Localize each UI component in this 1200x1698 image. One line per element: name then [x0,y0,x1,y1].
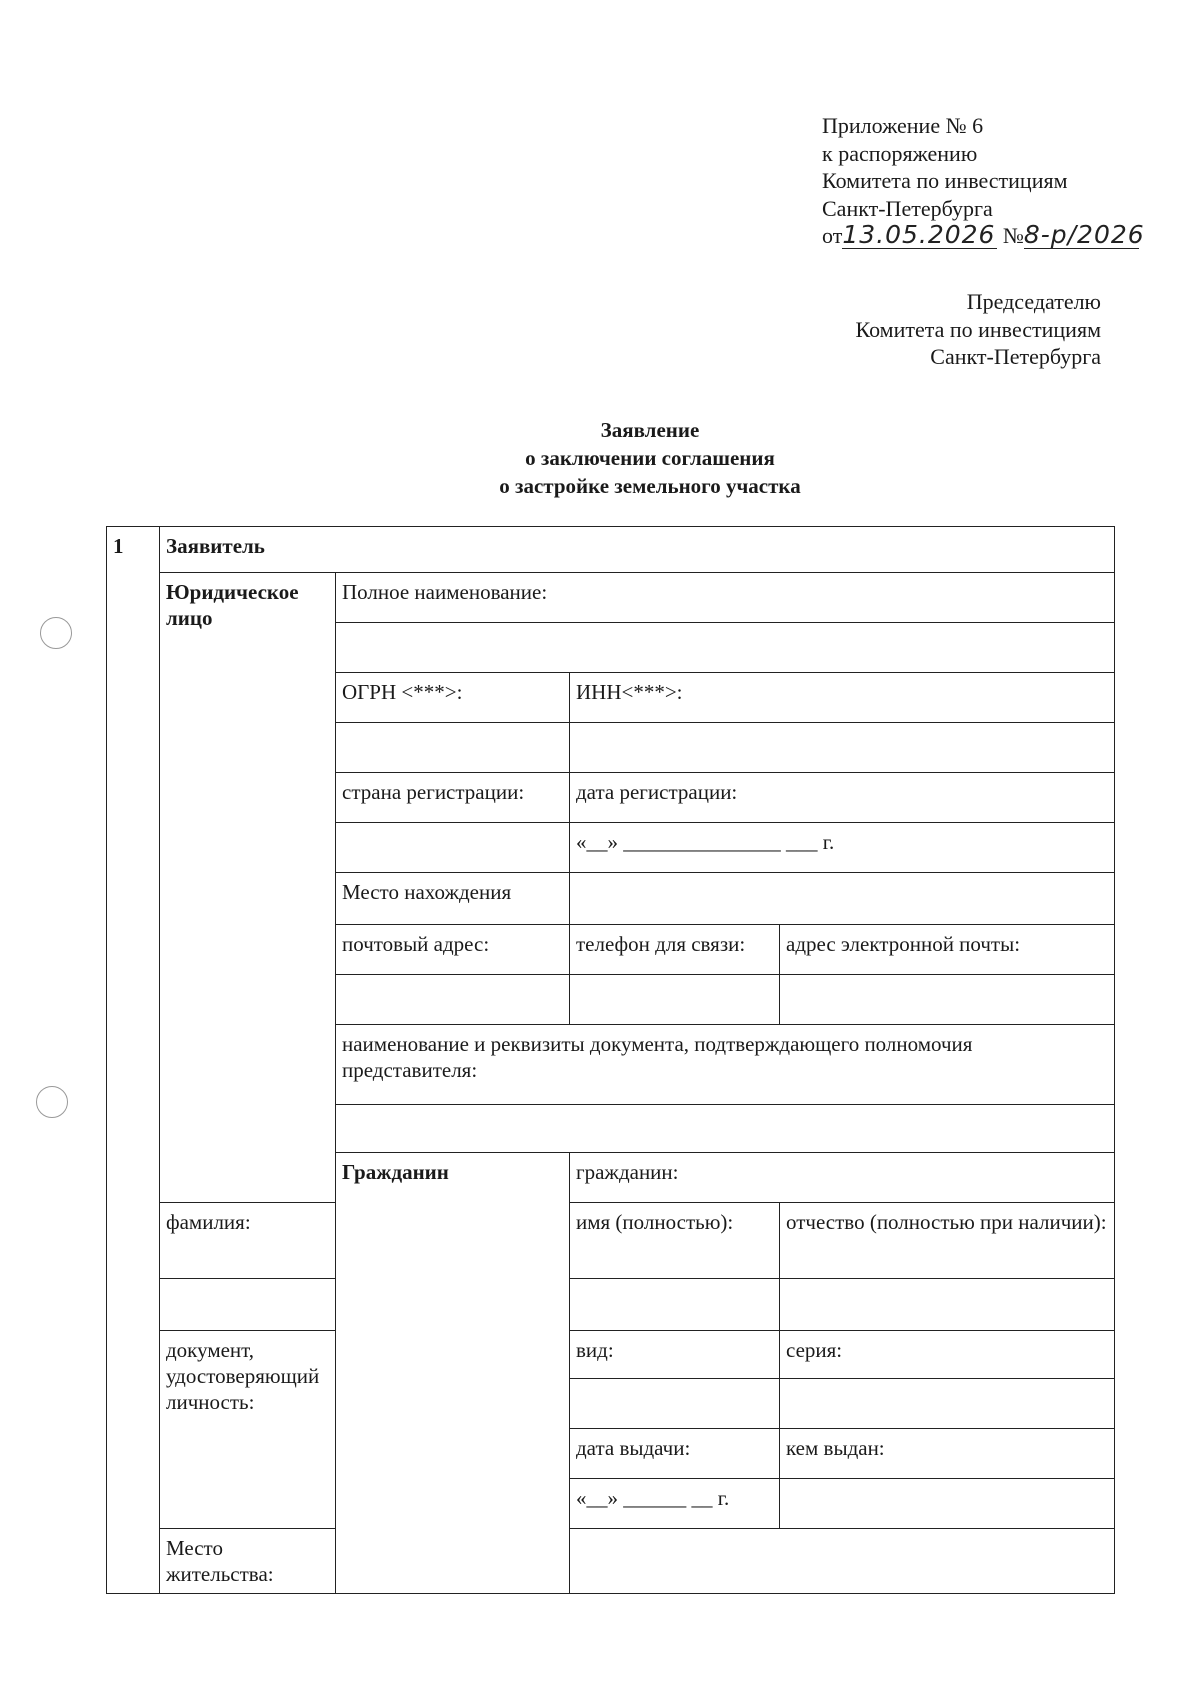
title-line-3: о застройке земельного участка [499,474,801,498]
issued-by-label: кем выдан: [780,1429,1115,1479]
application-form-table [106,526,1115,1594]
title-line-1: Заявление [600,418,700,442]
patronymic-label: отчество (полностью при наличии): [780,1203,1115,1279]
ogrn-field[interactable] [336,723,570,773]
doc-series-field[interactable] [780,1379,1115,1429]
surname-field[interactable] [160,1279,336,1331]
number-field [1023,220,1145,249]
addressee-line-3: Санкт-Петербурга [930,344,1101,369]
email-label: адрес электронной почты: [780,925,1115,975]
name-field[interactable] [570,1279,780,1331]
doc-series-label: серия: [780,1331,1115,1379]
title-line-2: о заключении соглашения [525,446,775,470]
reg-date-field[interactable]: «__» _______________ ___ г. [570,823,1115,873]
phone-field[interactable] [570,975,780,1025]
appendix-date-line [822,220,1145,250]
applicant-row [107,527,1115,573]
addressee-line-1: Председателю [966,289,1101,314]
phone-label: телефон для связи: [570,925,780,975]
fio-value-row [107,1279,1115,1331]
name-label: имя (полностью): [570,1203,780,1279]
row-number: 1 [107,527,160,1594]
postal-label: почтовый адрес: [336,925,570,975]
full-name-label-row [107,573,1115,623]
authority-doc-field[interactable] [336,1105,1115,1153]
handwritten-number: 8-р/2026 [1023,220,1145,249]
ogrn-label: ОГРН <***>: [336,673,570,723]
residence-row [107,1529,1115,1594]
appendix-line-4: Санкт-Петербурга [822,195,993,221]
doc-type-label: вид: [570,1331,780,1379]
appendix-line-3: Комитета по инвестициям [822,168,1068,193]
addressee-block [855,288,1101,371]
addressee-line-2: Комитета по инвестициям [855,316,1101,342]
email-field[interactable] [780,975,1115,1025]
postal-field[interactable] [336,975,570,1025]
legal-entity-label: Юридическое лицо [160,573,336,1203]
full-name-field[interactable] [336,623,1115,673]
country-label: страна регистрации: [336,773,570,823]
doc-type-field[interactable] [570,1379,780,1429]
citizen-label: гражданин: [570,1153,1115,1203]
applicant-label: Заявитель [160,527,1115,573]
country-field[interactable] [336,823,570,873]
location-label: Место нахождения [336,873,570,925]
date-field [842,222,997,249]
residence-label: Место жительства: [160,1529,336,1594]
issue-date-label: дата выдачи: [570,1429,780,1479]
location-field[interactable] [570,873,1115,925]
punch-hole-top [40,617,72,649]
appendix-header [822,112,1145,250]
residence-field[interactable] [570,1529,1115,1594]
reg-date-label: дата регистрации: [570,773,1115,823]
issued-by-field[interactable] [780,1479,1115,1529]
inn-field[interactable] [570,723,1115,773]
fio-label-row [107,1203,1115,1279]
id-doc-type-label-row [107,1331,1115,1379]
authority-doc-label: наименование и реквизиты документа, подтверждающего полномочия представителя: [336,1025,1115,1105]
date-prefix: от [822,223,843,248]
appendix-line-2: к распоряжению [822,140,978,166]
patronymic-field[interactable] [780,1279,1115,1331]
document-title [0,416,1200,500]
citizen-section-label: Гражданин [336,1153,570,1594]
punch-hole-bottom [36,1086,68,1118]
appendix-line-1: Приложение № 6 [822,113,984,138]
issue-date-field[interactable]: «__» ______ __ г. [570,1479,780,1529]
id-doc-label: документ, удостоверяющий личность: [160,1331,336,1529]
number-prefix: № [1002,223,1024,248]
inn-label: ИНН<***>: [570,673,1115,723]
surname-label: фамилия: [160,1203,336,1279]
handwritten-date: 13.05.2026 [842,220,996,249]
full-name-label: Полное наименование: [336,573,1115,623]
